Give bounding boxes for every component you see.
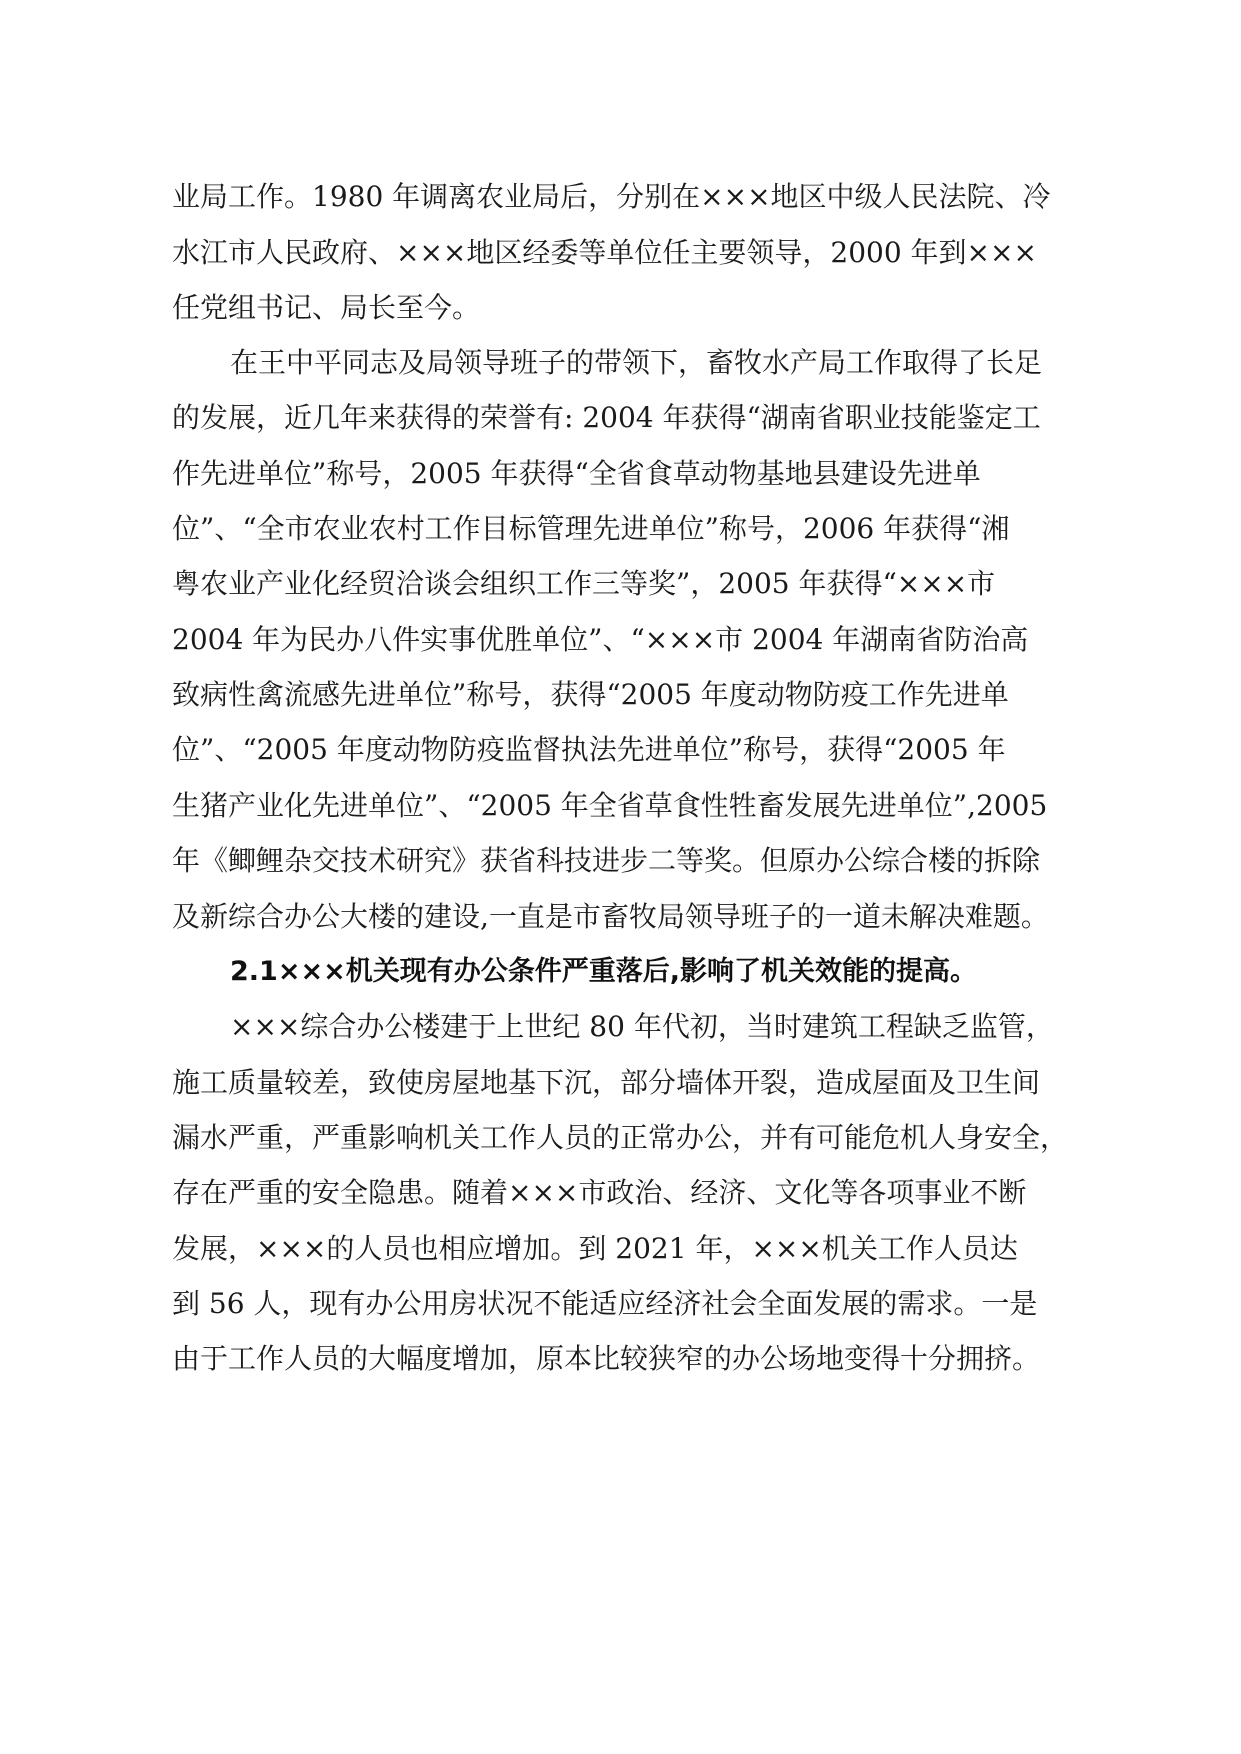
paragraph-1-line-1: 业局工作。1980 年调离农业局后，分别在×××地区中级人民法院、冷 <box>172 180 1051 213</box>
paragraph-2-line-3: 作先进单位”称号，2005 年获得“全省食草动物基地县建设先进单 <box>172 457 981 490</box>
paragraph-1-line-3: 任党组书记、局长至今。 <box>172 291 481 324</box>
paragraph-2-line-6: 2004 年为民办八件实事优胜单位”、“×××市 2004 年湖南省防治高 <box>172 623 1029 656</box>
paragraph-3-line-2: 施工质量较差，致使房屋地基下沉，部分墙体开裂，造成屋面及卫生间 <box>172 1066 1041 1099</box>
paragraph-3-line-1: ×××综合办公楼建于上世纪 80 年代初，当时建筑工程缺乏监管， <box>230 1010 1054 1043</box>
paragraph-2-line-11: 及新综合办公大楼的建设,一直是市畜牧局领导班子的一道未解决难题。 <box>172 900 1049 933</box>
paragraph-2-line-10: 年《鲫鲤杂交技术研究》获省科技进步二等奖。但原办公综合楼的拆除 <box>172 844 1041 877</box>
paragraph-2-line-1: 在王中平同志及局领导班子的带领下，畜牧水产局工作取得了长足 <box>230 346 1043 379</box>
paragraph-2-line-9: 生猪产业化先进单位”、“2005 年全省草食性牲畜发展先进单位”,2005 <box>172 789 1048 822</box>
paragraph-2-line-8: 位”、“2005 年度动物防疫监督执法先进单位”称号，获得“2005 年 <box>172 733 1006 766</box>
paragraph-1-line-2: 水江市人民政府、×××地区经委等单位任主要领导，2000 年到××× <box>172 236 1037 269</box>
paragraph-3-line-5: 发展，×××的人员也相应增加。到 2021 年，×××机关工作人员达 <box>172 1232 1018 1265</box>
paragraph-2-line-7: 致病性禽流感先进单位”称号，获得“2005 年度动物防疫工作先进单 <box>172 678 1009 711</box>
section-heading: 2.1×××机关现有办公条件严重落后,影响了机关效能的提高。 <box>230 956 977 987</box>
paragraph-3-line-7: 由于工作人员的大幅度增加，原本比较狭窄的办公场地变得十分拥挤。 <box>172 1342 1041 1375</box>
paragraph-3-line-4: 存在严重的安全隐患。随着×××市政治、经济、文化等各项事业不断 <box>172 1176 1027 1209</box>
paragraph-2-line-5: 粤农业产业化经贸洽谈会组织工作三等奖”，2005 年获得“×××市 <box>172 567 996 600</box>
paragraph-2-line-4: 位”、“全市农业农村工作目标管理先进单位”称号，2006 年获得“湘 <box>172 512 1010 545</box>
paragraph-2-line-2: 的发展，近几年来获得的荣誉有: 2004 年获得“湖南省职业技能鉴定工 <box>172 401 1041 434</box>
paragraph-3-line-6: 到 56 人，现有办公用房状况不能适应经济社会全面发展的需求。一是 <box>172 1287 1038 1320</box>
paragraph-3-line-3: 漏水严重，严重影响机关工作人员的正常办公，并有可能危机人身安全， <box>172 1121 1069 1154</box>
